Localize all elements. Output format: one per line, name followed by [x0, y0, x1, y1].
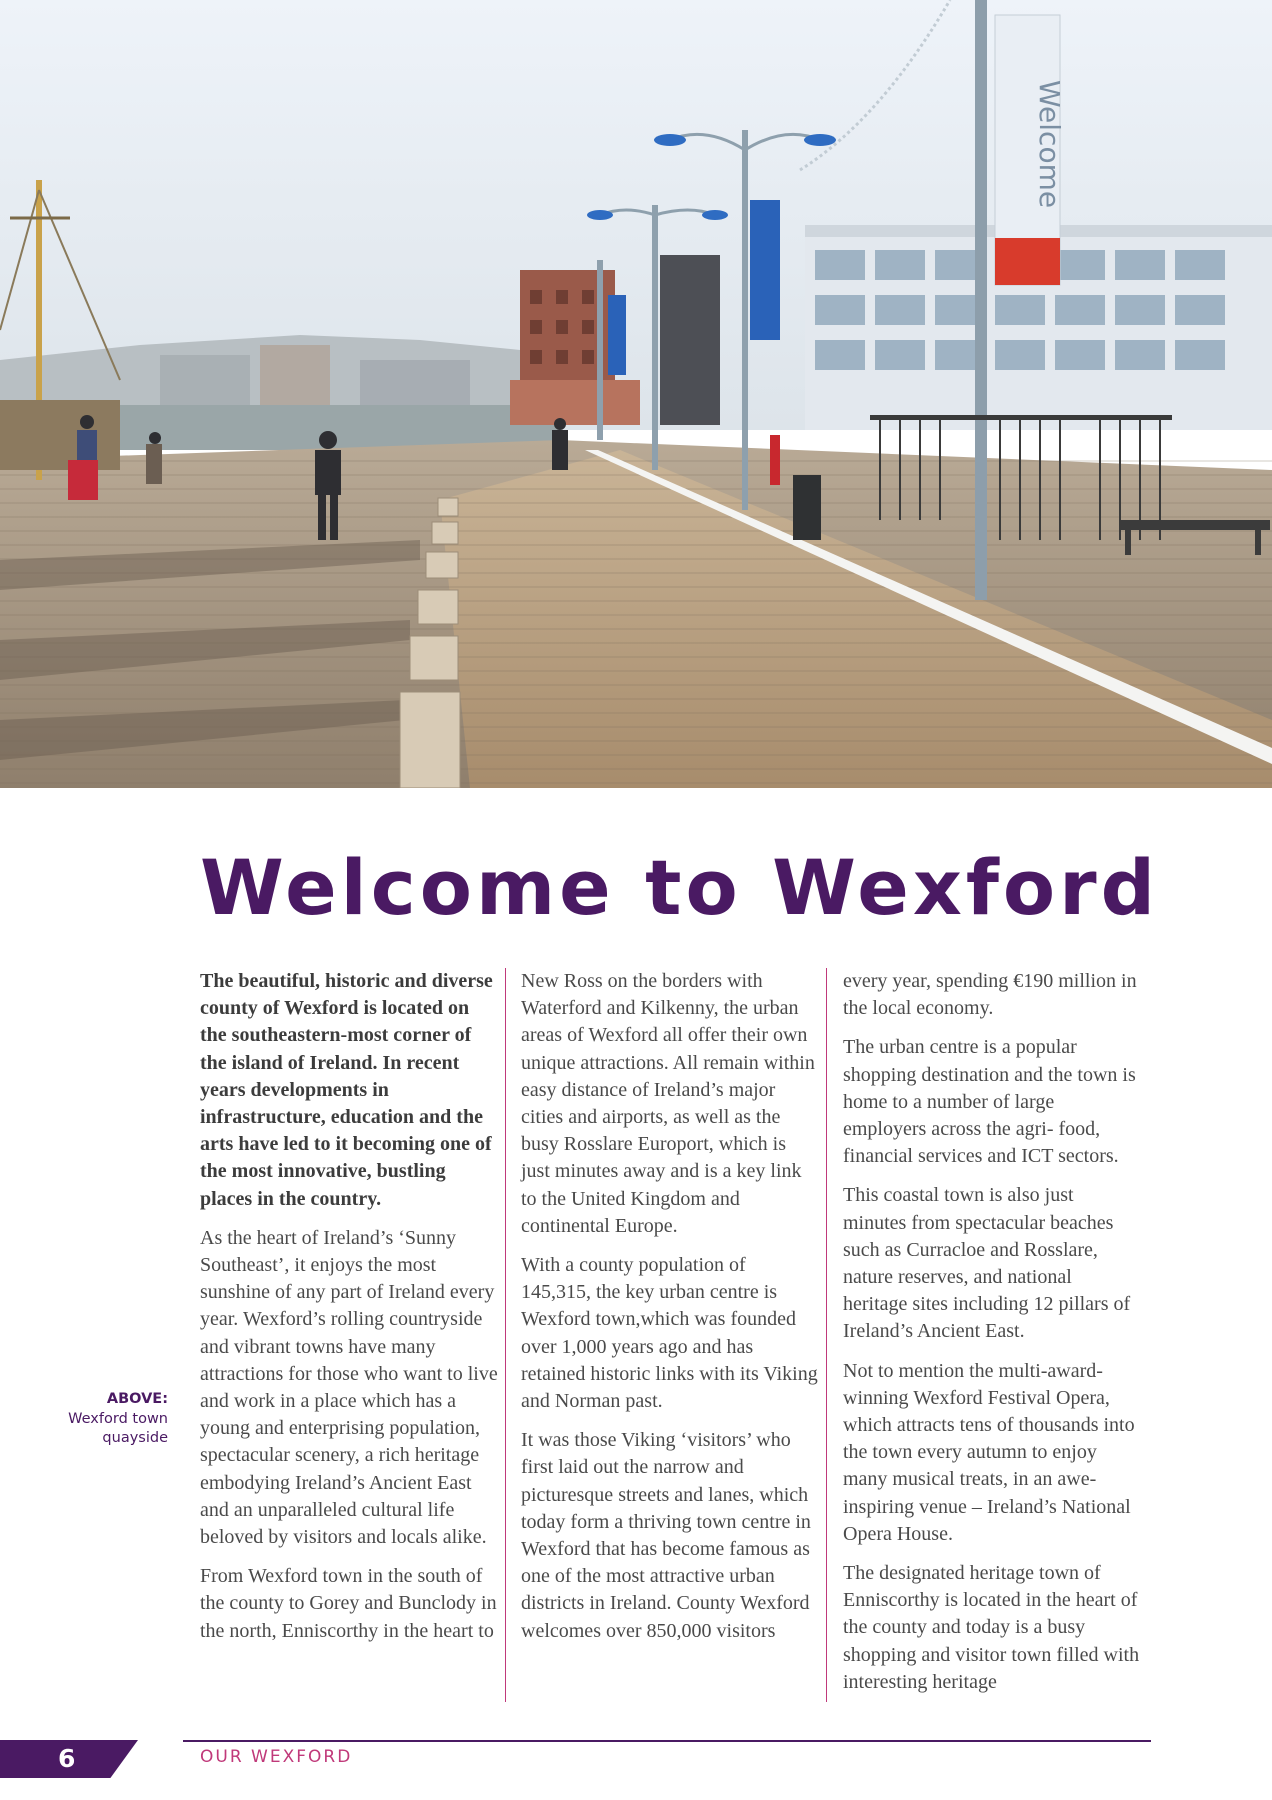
caption-heading: ABOVE:: [106, 1391, 168, 1407]
article-column-2: [521, 968, 819, 1657]
lead-paragraph: The beautiful, historic and diverse county of Wexford is located on the southeastern-most corner of the island of Ireland. In recent years developments in infrastructure, education and the arts have led to it becoming one of the most innovative, bustling places in the country.: [200, 970, 493, 1210]
footer-label: OUR WEXFORD: [200, 1747, 353, 1767]
column-divider: [826, 968, 827, 1702]
body-paragraph: From Wexford town in the south of the county to Gorey and Bunclody in the north, Enniscorthy in the heart to: [200, 1565, 497, 1642]
caption-text: Wexford town quayside: [68, 1410, 168, 1446]
body-paragraph: As the heart of Ireland’s ‘Sunny Southeast’, it enjoys the most sunshine of any part of Ireland every year. Wexford’s rolling countryside and vibrant towns have many attractions for those who want to live and work in a place which has a young and enterprising population, spectacular scenery, a rich heritage embodying Ireland’s Ancient East and an unparalleled cultural life beloved by visitors and locals alike.: [200, 1226, 498, 1549]
column-divider: [505, 968, 506, 1702]
welcome-banner-text: Welcome: [1033, 80, 1066, 209]
body-paragraph: New Ross on the borders with Waterford and Kilkenny, the urban areas of Wexford all offer their own unique attractions. All remain within easy distance of Ireland’s major cities and airports, as well as the busy Rosslare Europort, which is just minutes away and is a key link to the United Kingdom and continental Europe.: [521, 970, 815, 1237]
page-title: Welcome to Wexford: [200, 843, 1160, 932]
body-paragraph: every year, spending €190 million in the local economy.: [843, 970, 1137, 1020]
page-number: 6: [58, 1744, 76, 1773]
body-paragraph: The designated heritage town of Enniscorthy is located in the heart of the county and today is a busy shopping and visitor town filled with interesting heritage: [843, 1562, 1140, 1693]
footer-rule: [183, 1740, 1151, 1742]
body-paragraph: Not to mention the multi-award-winning Wexford Festival Opera, which attracts tens of thousands into the town every autumn to enjoy many musical treats, in an awe-inspiring venue – Ireland’s National Opera House.: [843, 1359, 1135, 1545]
body-paragraph: It was those Viking ‘visitors’ who first laid out the narrow and picturesque streets and lanes, which today form a thriving town centre in Wexford that has become famous as one of the most attractive urban districts in Ireland. County Wexford welcomes over 850,000 visitors: [521, 1429, 811, 1642]
body-paragraph: The urban centre is a popular shopping destination and the town is home to a number of large employers across the agri- food, financial services and ICT sectors.: [843, 1036, 1136, 1168]
quayside-illustration: [0, 0, 1272, 788]
photo-caption: [40, 1390, 168, 1449]
hero-photo: [0, 0, 1272, 788]
article-column-1: [200, 968, 498, 1657]
article-column-3: [843, 968, 1141, 1708]
body-paragraph: This coastal town is also just minutes from spectacular beaches such as Curracloe and Rosslare, nature reserves, and national heritage sites including 12 pillars of Ireland’s Ancient East.: [843, 1184, 1131, 1343]
body-paragraph: With a county population of 145,315, the key urban centre is Wexford town,which was founded over 1,000 years ago and has retained historic links with its Viking and Norman past.: [521, 1254, 818, 1413]
